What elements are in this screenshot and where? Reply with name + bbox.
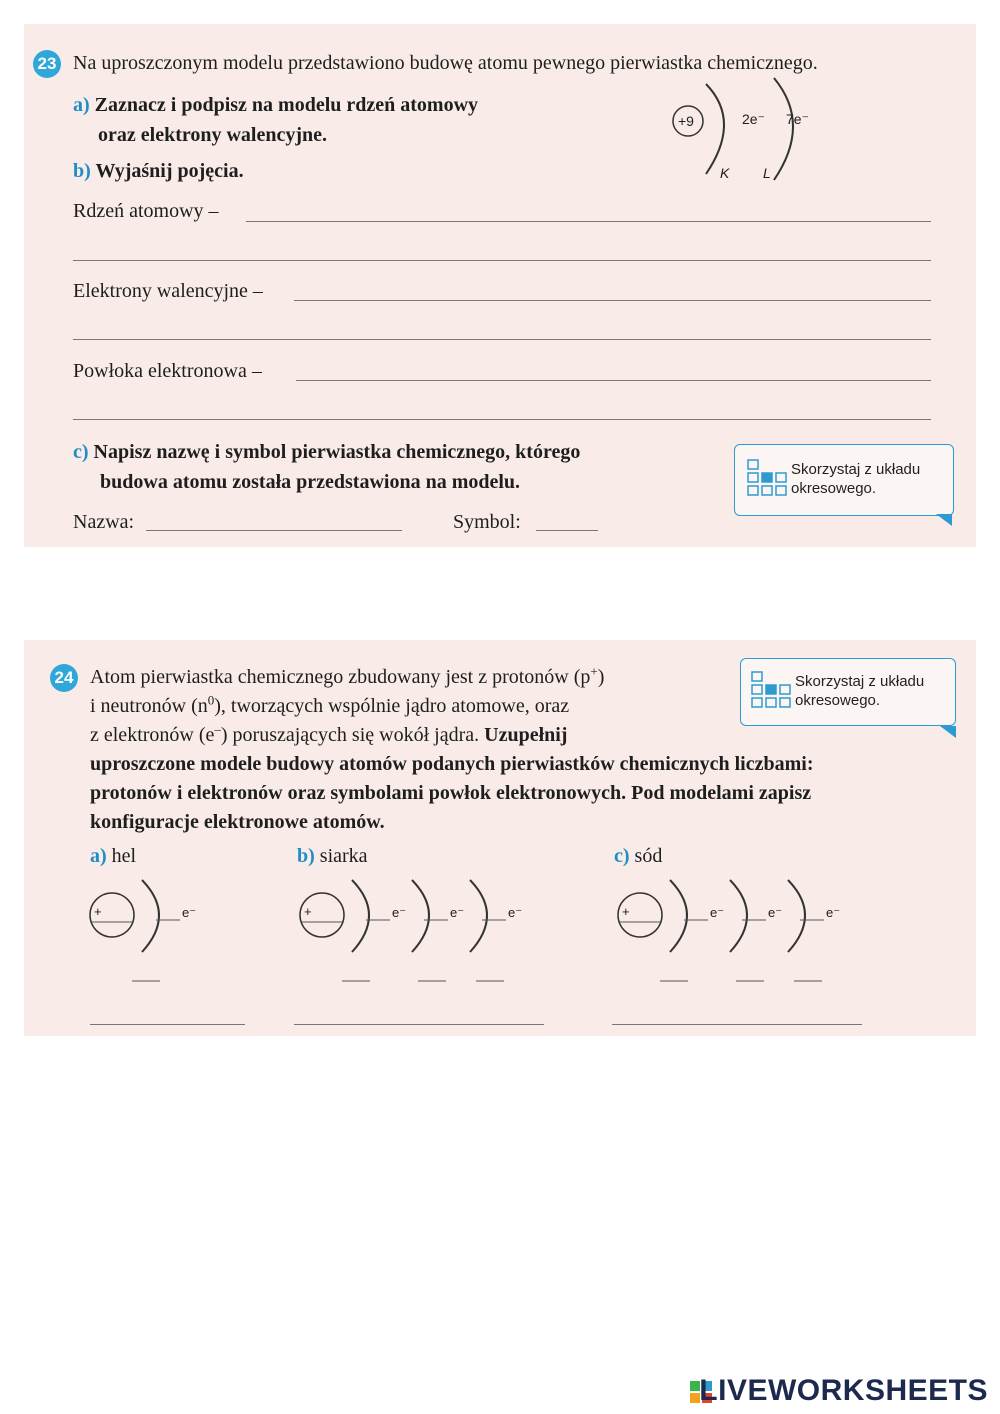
hint-text: [791, 460, 920, 498]
shell-l-label: L: [763, 165, 771, 181]
text-fragment: ), tworzących wspólnie jądro atomowe, oraz: [214, 695, 570, 717]
configuration-line-sod[interactable]: [612, 1024, 862, 1025]
electron-label: e⁻: [768, 905, 783, 920]
term-shell: Powłoka elektronowa –: [73, 360, 262, 382]
hint-line-2: okresowego.: [795, 692, 881, 709]
subtask-element: hel: [111, 845, 137, 867]
task-number-badge: 24: [50, 664, 78, 692]
subtask-text: Napisz nazwę i symbol pierwiastka chemicznego, którego: [93, 441, 581, 463]
task-number-badge: 23: [33, 50, 61, 78]
task-24-panel: [24, 640, 976, 1036]
task-23b: [73, 160, 244, 183]
task-24-line1: [90, 663, 605, 689]
subtask-label: c): [73, 441, 89, 463]
periodic-table-hint-box: [740, 658, 956, 726]
answer-line-shell[interactable]: [296, 380, 931, 381]
term-core: Rdzeń atomowy –: [73, 200, 219, 222]
subtask-label: a): [90, 845, 107, 867]
nucleus-charge: +9: [678, 113, 694, 129]
subtask-label: b): [297, 845, 315, 867]
subtask-label: a): [73, 94, 90, 116]
subtask-24a: [90, 845, 136, 868]
nucleus-plus: +: [622, 904, 630, 919]
configuration-line-siarka[interactable]: [294, 1024, 544, 1025]
hint-line-1: Skorzystaj z układu: [795, 673, 925, 690]
liveworksheets-brand: LIVEWORKSHEETS: [699, 1374, 988, 1407]
task-24-line6: konfiguracje elektronowe atomów.: [90, 811, 385, 833]
text-fragment: ) poruszających się wokół jądra.: [220, 724, 480, 746]
shell-arc: [412, 880, 429, 952]
hint-line-1: Skorzystaj z układu: [791, 461, 921, 478]
superscript: 0: [207, 692, 215, 708]
atom-model-sod: [612, 878, 872, 988]
answer-line-core-2[interactable]: [73, 260, 931, 261]
subtask-label: c): [614, 845, 630, 867]
task-24-line2: [90, 692, 570, 718]
hint-corner-icon: [936, 514, 952, 526]
configuration-line-hel[interactable]: [90, 1024, 245, 1025]
electron-label: e⁻: [182, 905, 197, 920]
shell-k-label: K: [720, 165, 730, 181]
shell-arc: [788, 880, 805, 952]
task-23c: [73, 441, 580, 464]
subtask-label: b): [73, 160, 91, 182]
task-23-panel: [24, 24, 976, 547]
electron-label: e⁻: [450, 905, 465, 920]
subtask-element: sód: [634, 845, 663, 867]
task-24-line4: uproszczone modele budowy atomów podanych pierwiastków chemicznych liczbami:: [90, 753, 814, 775]
name-answer-line[interactable]: [146, 530, 402, 531]
electron-label: e⁻: [710, 905, 725, 920]
atom-model-hel: [84, 878, 244, 988]
shell-arc: [670, 880, 687, 952]
shell-arc: [470, 880, 487, 952]
subtask-text: Wyjaśnij pojęcia.: [95, 160, 244, 182]
text-fragment: i neutronów (n: [90, 695, 208, 717]
nucleus-plus: +: [94, 904, 102, 919]
electron-label: e⁻: [826, 905, 841, 920]
answer-line-shell-2[interactable]: [73, 419, 931, 420]
electron-label: e⁻: [508, 905, 523, 920]
hint-text: [795, 672, 924, 710]
task-23a-line2: oraz elektrony walencyjne.: [98, 124, 328, 146]
task-23c-line2: budowa atomu została przedstawiona na modelu.: [100, 471, 521, 493]
name-label: Nazwa:: [73, 511, 135, 533]
text-fragment: Atom pierwiastka chemicznego zbudowany jest z protonów (p: [90, 666, 591, 688]
shell-k-arc: [706, 84, 724, 174]
task-24-line5: protonów i elektronów oraz symbolami powłok elektronowych. Pod modelami zapisz: [90, 782, 812, 804]
periodic-table-hint-box: [734, 444, 954, 516]
text-fragment-bold: Uzupełnij: [484, 724, 568, 746]
shell-arc: [730, 880, 747, 952]
superscript: +: [590, 663, 598, 679]
hint-line-2: okresowego.: [791, 480, 877, 497]
answer-line-valence[interactable]: [294, 300, 931, 301]
symbol-label: Symbol:: [453, 511, 521, 533]
shell-k-electrons: 2e⁻: [742, 111, 765, 127]
text-fragment: z elektronów (e: [90, 724, 215, 746]
shell-arc: [352, 880, 369, 952]
shell-arc: [142, 880, 159, 952]
periodic-table-icon: [751, 671, 793, 709]
superscript: –: [214, 721, 221, 737]
answer-line-core[interactable]: [246, 221, 931, 222]
subtask-text: Zaznacz i podpisz na modelu rdzeń atomowy: [94, 94, 479, 116]
answer-line-valence-2[interactable]: [73, 339, 931, 340]
text-fragment: ): [597, 666, 605, 688]
hint-corner-icon: [940, 726, 956, 738]
task-23a: [73, 94, 478, 117]
symbol-answer-line[interactable]: [536, 530, 598, 531]
task-24-line3: [90, 721, 568, 747]
shell-l-electrons: 7e⁻: [786, 111, 809, 127]
shell-l-arc: [774, 78, 793, 180]
task-23-intro: Na uproszczonym modelu przedstawiono budowę atomu pewnego pierwiastka chemicznego.: [73, 52, 818, 74]
periodic-table-icon: [747, 459, 789, 497]
atom-model-siarka: [294, 878, 554, 988]
subtask-24c: [614, 845, 662, 868]
subtask-24b: [297, 845, 368, 868]
electron-label: e⁻: [392, 905, 407, 920]
term-valence: Elektrony walencyjne –: [73, 280, 263, 302]
nucleus-plus: +: [304, 904, 312, 919]
subtask-element: siarka: [319, 845, 368, 867]
